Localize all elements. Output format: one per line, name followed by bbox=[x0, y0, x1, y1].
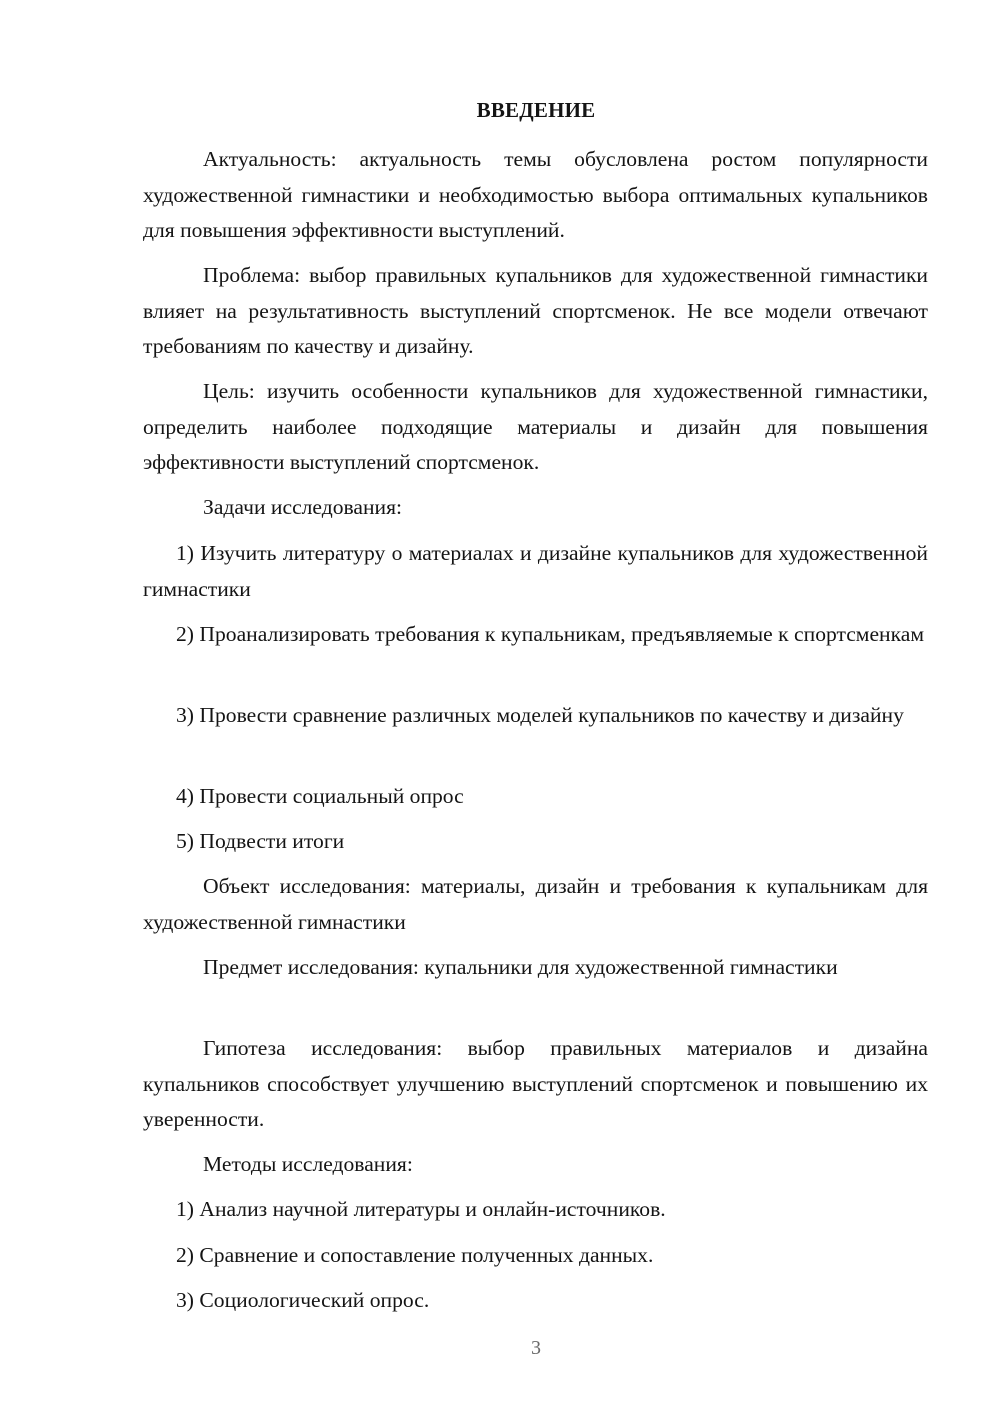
section-title: ВВЕДЕНИЕ bbox=[476, 98, 596, 122]
method-item-1: 1) Анализ научной литературы и онлайн-источников. bbox=[176, 1197, 666, 1221]
method-item-2: 2) Сравнение и сопоставление полученных данных. bbox=[176, 1243, 654, 1267]
task-item-5: 5) Подвести итоги bbox=[176, 829, 345, 853]
goal-paragraph: Цель: изучить особенности купальников для художественной гимнастики, определить наиболее подходящие материалы и дизайн для повышения эффективности выступлений спортсменок. bbox=[143, 379, 928, 474]
page-number: 3 bbox=[531, 1337, 541, 1359]
hypothesis-paragraph: Гипотеза исследования: выбор правильных материалов и дизайна купальников способствует улучшению выступлений спортсменок и повышению их уверенности. bbox=[143, 1036, 928, 1131]
relevance-paragraph: Актуальность: актуальность темы обусловлена ростом популярности художественной гимнастики и необходимостью выбора оптимальных купальников для повышения эффективности выступлений. bbox=[143, 147, 928, 242]
task-item-2: 2) Проанализировать требования к купальникам, предъявляемые к спортсменкам bbox=[176, 622, 925, 646]
subject-paragraph: Предмет исследования: купальники для художественной гимнастики bbox=[203, 955, 838, 979]
method-item-3: 3) Социологический опрос. bbox=[176, 1288, 430, 1312]
object-paragraph: Объект исследования: материалы, дизайн и требования к купальникам для художественной гимнастики bbox=[143, 874, 928, 934]
task-item-3: 3) Провести сравнение различных моделей купальников по качеству и дизайну bbox=[176, 703, 904, 727]
tasks-heading: Задачи исследования: bbox=[203, 495, 403, 519]
methods-heading: Методы исследования: bbox=[203, 1152, 413, 1176]
task-item-4: 4) Провести социальный опрос bbox=[176, 784, 464, 808]
problem-paragraph: Проблема: выбор правильных купальников для художественной гимнастики влияет на результативность выступлений спортсменок. Не все модели отвечают требованиям по качеству и дизайну. bbox=[143, 263, 928, 358]
task-item-1: 1) Изучить литературу о материалах и дизайне купальников для художественной гимнастики bbox=[143, 541, 928, 601]
